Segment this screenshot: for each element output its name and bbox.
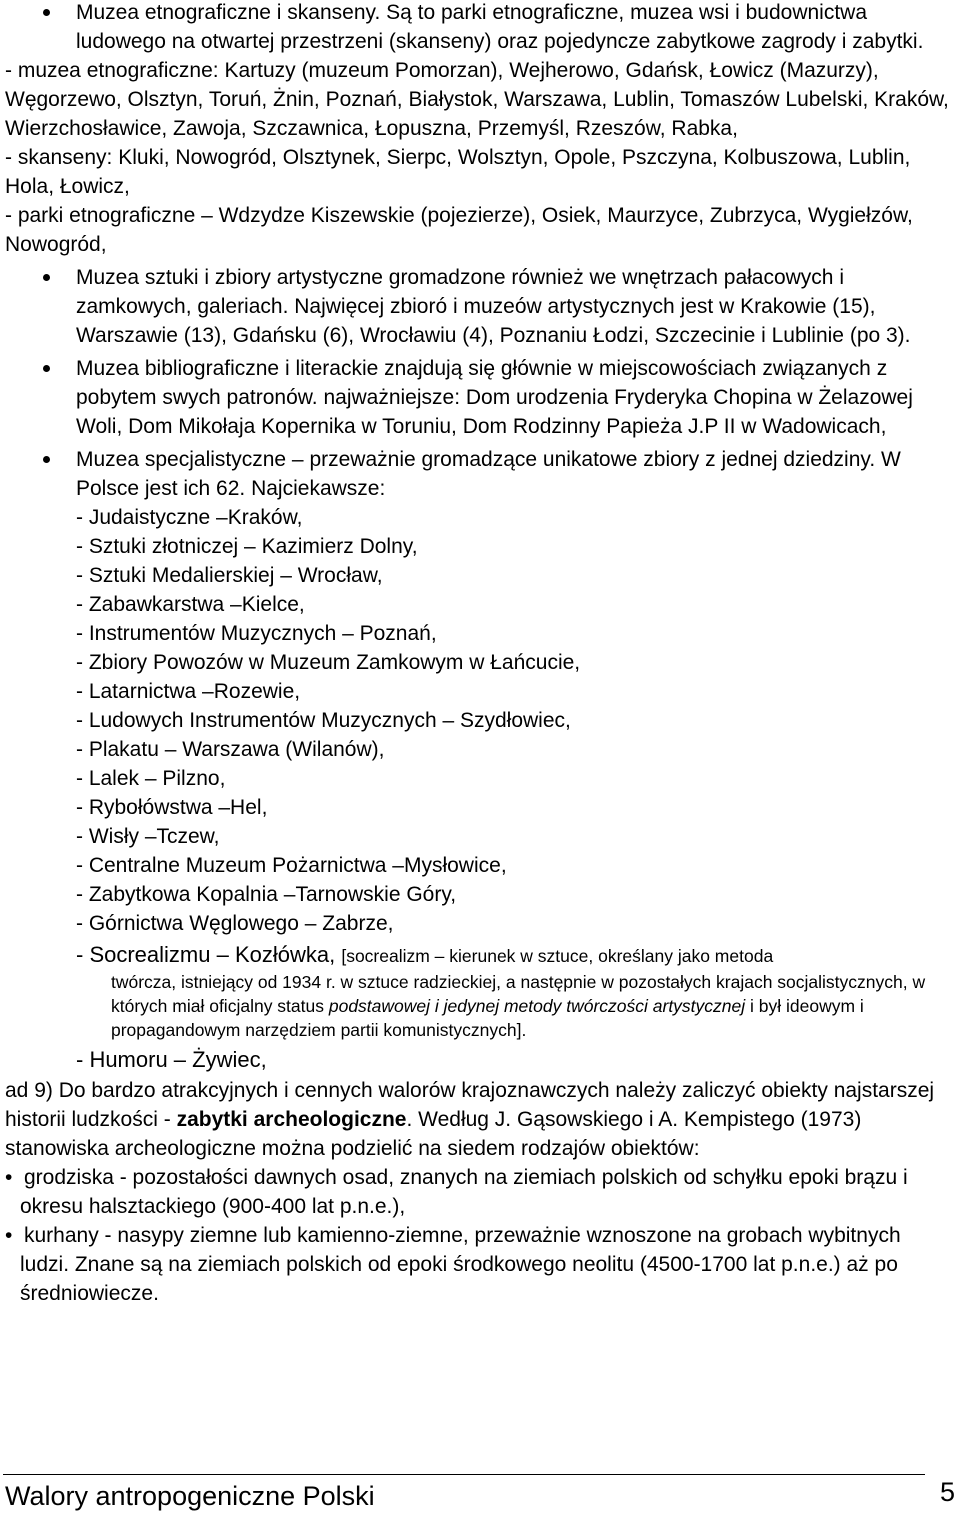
list-item: - Lalek – Pilzno, xyxy=(76,767,226,790)
bullet-muzea-specjalistyczne: Muzea specjalistyczne – przeważnie gromadzące unikatowe zbiory z jednej dziedziny. W Polsce jest ich 62. Najciekawsze: xyxy=(5,445,952,503)
list-item: - Sztuki Medalierskiej – Wrocław, xyxy=(76,564,383,587)
ad9-text-end: . Według J. Gąsowskiego i A. Kempistego (1973) stanowiska archeologiczne można podzielić na siedem rodzajów obiektów: xyxy=(5,1108,862,1160)
list-item: - Plakatu – Warszawa (Wilanów), xyxy=(76,738,385,761)
bullet-muzea-sztuki: Muzea sztuki i zbiory artystyczne gromadzone również we wnętrzach pałacowych i zamkowych, galeriach. Najwięcej zbioró i muzeów artystycznych jest w Krakowie (15), Warszawie (13), Gdańsku (6), Wrocławiu (4), Poznaniu Łodzi, Szczecinie i Lublinie (po 3). xyxy=(5,263,952,350)
list-item: - Rybołówstwa –Hel, xyxy=(76,796,268,819)
parki-etnograficzne-list: - parki etnograficzne – Wdzydze Kiszewskie (pojezierze), Osiek, Maurzyce, Zubrzyca, Wygiełzów, Nowogród, xyxy=(5,204,913,256)
bullet-etnograficzne: Muzea etnograficzne i skanseny. Są to parki etnograficzne, muzea wsi i budownictwa ludowego na otwartej przestrzeni (skanseny) oraz pojedyncze zabytkowe zagrody i zabytki. xyxy=(5,0,952,56)
list-item: - Judaistyczne –Kraków, xyxy=(76,506,303,529)
socrealizm-label: - Socrealizmu – Kozłówka, xyxy=(76,942,342,967)
bullet-dot: • xyxy=(5,1166,13,1189)
ad9-text-start: ad 9) Do bardzo atrakcyjnych i cennych walorów krajoznawczych należy zaliczyć obiekty najstarszej historii ludzkości - xyxy=(5,1079,935,1131)
skanseny-list: - skanseny: Kluki, Nowogród, Olsztynek, Sierpc, Wolsztyn, Opole, Pszczyna, Kolbuszowa, Lublin, Hola, Łowicz, xyxy=(5,146,911,198)
list-item: - Centralne Muzeum Pożarnictwa –Mysłowice, xyxy=(76,854,507,877)
bullet-grodziska xyxy=(5,1163,952,1221)
list-item: - Latarnictwa –Rozewie, xyxy=(76,680,301,703)
page-number: 5 xyxy=(939,1477,955,1507)
list-item-socrealizm xyxy=(5,940,952,970)
ad9-bold-term: zabytki archeologiczne xyxy=(176,1108,407,1131)
socrealizm-note-end: i był ideowym i propagandowym narzędziem partii komunistycznych]. xyxy=(111,996,864,1040)
list-item: - Ludowych Instrumentów Muzycznych – Szydłowiec, xyxy=(76,709,571,732)
bullet-kurhany xyxy=(5,1221,952,1308)
list-item: - Sztuki złotniczej – Kazimierz Dolny, xyxy=(76,535,418,558)
muzea-etnograficzne-list: - muzea etnograficzne: Kartuzy (muzeum Pomorzan), Wejherowo, Gdańsk, Łowicz (Mazurzy), Węgorzewo, Olsztyn, Toruń, Żnin, Poznań, Białystok, Warszawa, Lublin, Tomaszów Lubelski, Kraków, Wierzchosławice, Zawoja, Szczawnica, Łopuszna, Przemyśl, Rzeszów, Rabka, xyxy=(5,59,949,140)
list-item: - Instrumentów Muzycznych – Poznań, xyxy=(76,622,437,645)
ad9-paragraph xyxy=(5,1076,952,1163)
socrealizm-note-lead: [socrealizm – kierunek w sztuce, określany jako metoda xyxy=(341,946,774,966)
socrealizm-note-text: twórcza, istniejący od 1934 r. w sztuce radzieckiej, a następnie w pozostałych krajach socjalistycznych, w których miał oficjalny status xyxy=(111,972,926,1016)
list-item: - Zabytkowa Kopalnia –Tarnowskie Góry, xyxy=(76,883,457,906)
list-item: - Zbiory Powozów w Muzeum Zamkowym w Łańcucie, xyxy=(76,651,581,674)
footer-divider xyxy=(3,1474,925,1475)
socrealizm-note xyxy=(5,970,952,1042)
socrealizm-note-italic: podstawowej i jedynej metody twórczości artystycznej xyxy=(328,996,746,1016)
list-item-humor xyxy=(5,1045,952,1075)
list-item: - Wisły –Tczew, xyxy=(76,825,220,848)
bullet-muzea-bibliograficzne: Muzea bibliograficzne i literackie znajdują się głównie w miejscowościach związanych z pobytem swych patronów. najważniejsze: Dom urodzenia Fryderyka Chopina w Żelazowej Woli, Dom Mikołaja Kopernika w Toruniu, Dom Rodzinny Papieża J.P II w Wadowicach, xyxy=(5,354,952,441)
humor-label: - Humoru – Żywiec, xyxy=(76,1047,267,1072)
bullet-dot: • xyxy=(5,1224,13,1247)
grodziska-text: grodziska - pozostałości dawnych osad, znanych na ziemiach polskich od schyłku epoki brązu i okresu halsztackiego (900-400 lat p.n.e.), xyxy=(20,1166,908,1218)
list-item: - Górnictwa Węglowego – Zabrze, xyxy=(76,912,394,935)
kurhany-text: kurhany - nasypy ziemne lub kamienno-ziemne, przeważnie wznoszone na grobach wybitnych ludzi. Znane są na ziemiach polskich od epoki środkowego neolitu (4500-1700 lat p.n.e.) aż po średniowiecze. xyxy=(20,1224,901,1305)
specjalistyczne-list xyxy=(5,503,952,1075)
list-item: - Zabawkarstwa –Kielce, xyxy=(76,593,305,616)
footer-title: Walory antropogeniczne Polski xyxy=(5,1481,375,1511)
